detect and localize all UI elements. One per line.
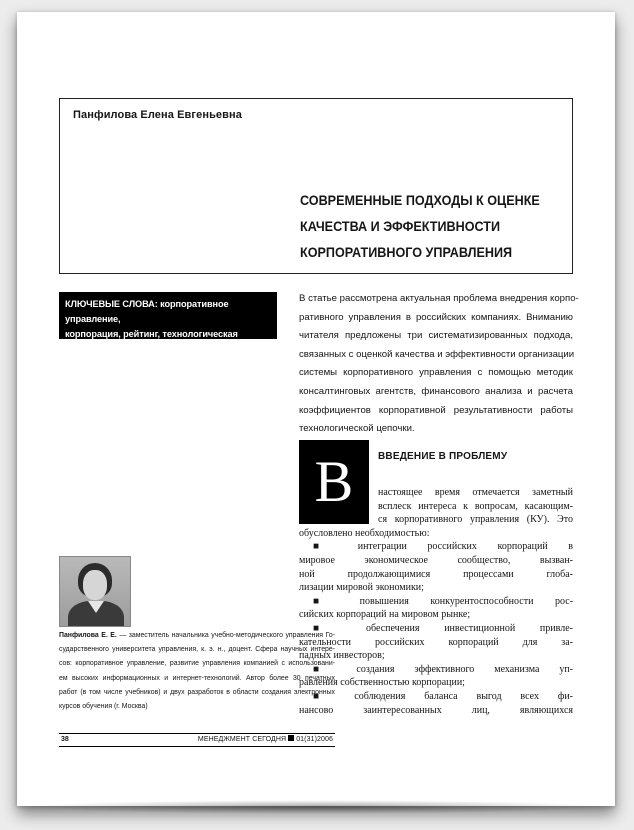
- abstract-line: связанных с оценкой качества и эффективности организации: [299, 348, 575, 360]
- title-box: [59, 98, 573, 274]
- body-line: ■ интеграции российских корпораций в: [313, 541, 573, 553]
- keywords-line: корпорация, рейтинг, технологическая цепочка: [65, 329, 238, 354]
- bio-name: Панфилова Е. Е.: [59, 632, 117, 639]
- page-footer: [59, 733, 335, 747]
- keywords-line: КЛЮЧЕВЫЕ СЛОВА: корпоративное управление,: [65, 299, 229, 324]
- bio-line: курсов обучения (г. Москва): [59, 703, 148, 711]
- body-line: всплеск интереса к вопросам, касающим-: [378, 500, 573, 512]
- body-line: сийских корпораций на мировом рынке;: [299, 609, 471, 621]
- author-name: Панфилова Елена Евгеньевна: [73, 109, 242, 121]
- abstract-line: консалтинговых агентств, финансового анализа и расчета: [299, 385, 573, 397]
- title-line: СОВРЕМЕННЫЕ ПОДХОДЫ К ОЦЕНКЕ: [300, 192, 540, 208]
- author-bio: [59, 629, 335, 714]
- abstract-line: читателя предложены три систематизированных подхода,: [299, 330, 573, 342]
- body-line: настоящее время отмечается заметный: [378, 487, 573, 498]
- square-bullet-icon: [288, 735, 294, 741]
- bio-line: сов: корпоративное управление, развитие управления компанией с использовани-: [59, 660, 335, 668]
- body-line: нансово заинтересованных лиц, являющихся: [299, 704, 573, 716]
- bio-line: ем высоких информационных и интернет-технологий. Автор более 30 печатных: [59, 674, 335, 682]
- body-line: кательности российских корпораций для за-: [299, 636, 573, 648]
- abstract-line: ративного управления в российских компаниях. Вниманию: [299, 311, 573, 323]
- bio-line: сударственного университета управления, к. э. н., доцент. Сфера научных интере-: [59, 646, 335, 654]
- title-line: КАЧЕСТВА И ЭФФЕКТИВНОСТИ: [300, 218, 501, 234]
- body-line: ной продолжающимися процессами глоба-: [299, 568, 573, 580]
- abstract-line: системы корпоративного управления с помощью методик: [299, 367, 573, 379]
- body-line: ■ повышения конкурентоспособности рос-: [313, 595, 573, 607]
- bio-line: работ (в том числе учебников) и двух разработок в области создания электронных: [59, 688, 335, 696]
- body-line: ■ соблюдения баланса выгод всех фи-: [313, 690, 573, 702]
- body-line: равления собственностью корпорации;: [299, 677, 465, 689]
- body-line: мировое экономическое сообщество, вызван-: [299, 554, 573, 566]
- body-line: падных инвесторов;: [299, 650, 385, 662]
- body-line: лизации мировой экономики;: [299, 582, 424, 594]
- keywords-box: [59, 292, 277, 354]
- abstract-line: технологической цепочки.: [299, 423, 415, 435]
- abstract-line: В статье рассмотрена актуальная проблема внедрения корпо-: [299, 293, 579, 304]
- page-number: 38: [61, 736, 69, 743]
- abstract: [299, 290, 579, 439]
- section-heading: ВВЕДЕНИЕ В ПРОБЛЕМУ: [378, 451, 508, 462]
- abstract-line: коэффициентов корпоративной результативности работы: [299, 404, 573, 416]
- journal-info: [198, 734, 333, 745]
- drop-cap: В: [299, 440, 369, 524]
- body-line: ■ создания эффективного механизма уп-: [313, 663, 573, 675]
- journal-name: МЕНЕДЖМЕНТ СЕГОДНЯ: [197, 736, 287, 743]
- title-line: КОРПОРАТИВНОГО УПРАВЛЕНИЯ: [300, 244, 513, 260]
- journal-issue: 01(31)2006: [296, 736, 333, 743]
- author-photo: [59, 556, 131, 627]
- page-shadow: [26, 800, 606, 814]
- body-line: ся корпоративного управления (КУ). Это: [378, 514, 573, 526]
- body-text: [299, 486, 573, 717]
- bio-line: Панфилова Е. Е. — заместитель начальника учебно-методического управления Го-: [59, 632, 335, 639]
- body-line: обусловлено необходимостью:: [299, 527, 430, 539]
- body-line: ■ обеспечения инвестиционной привле-: [313, 622, 573, 634]
- article-title: [300, 187, 543, 265]
